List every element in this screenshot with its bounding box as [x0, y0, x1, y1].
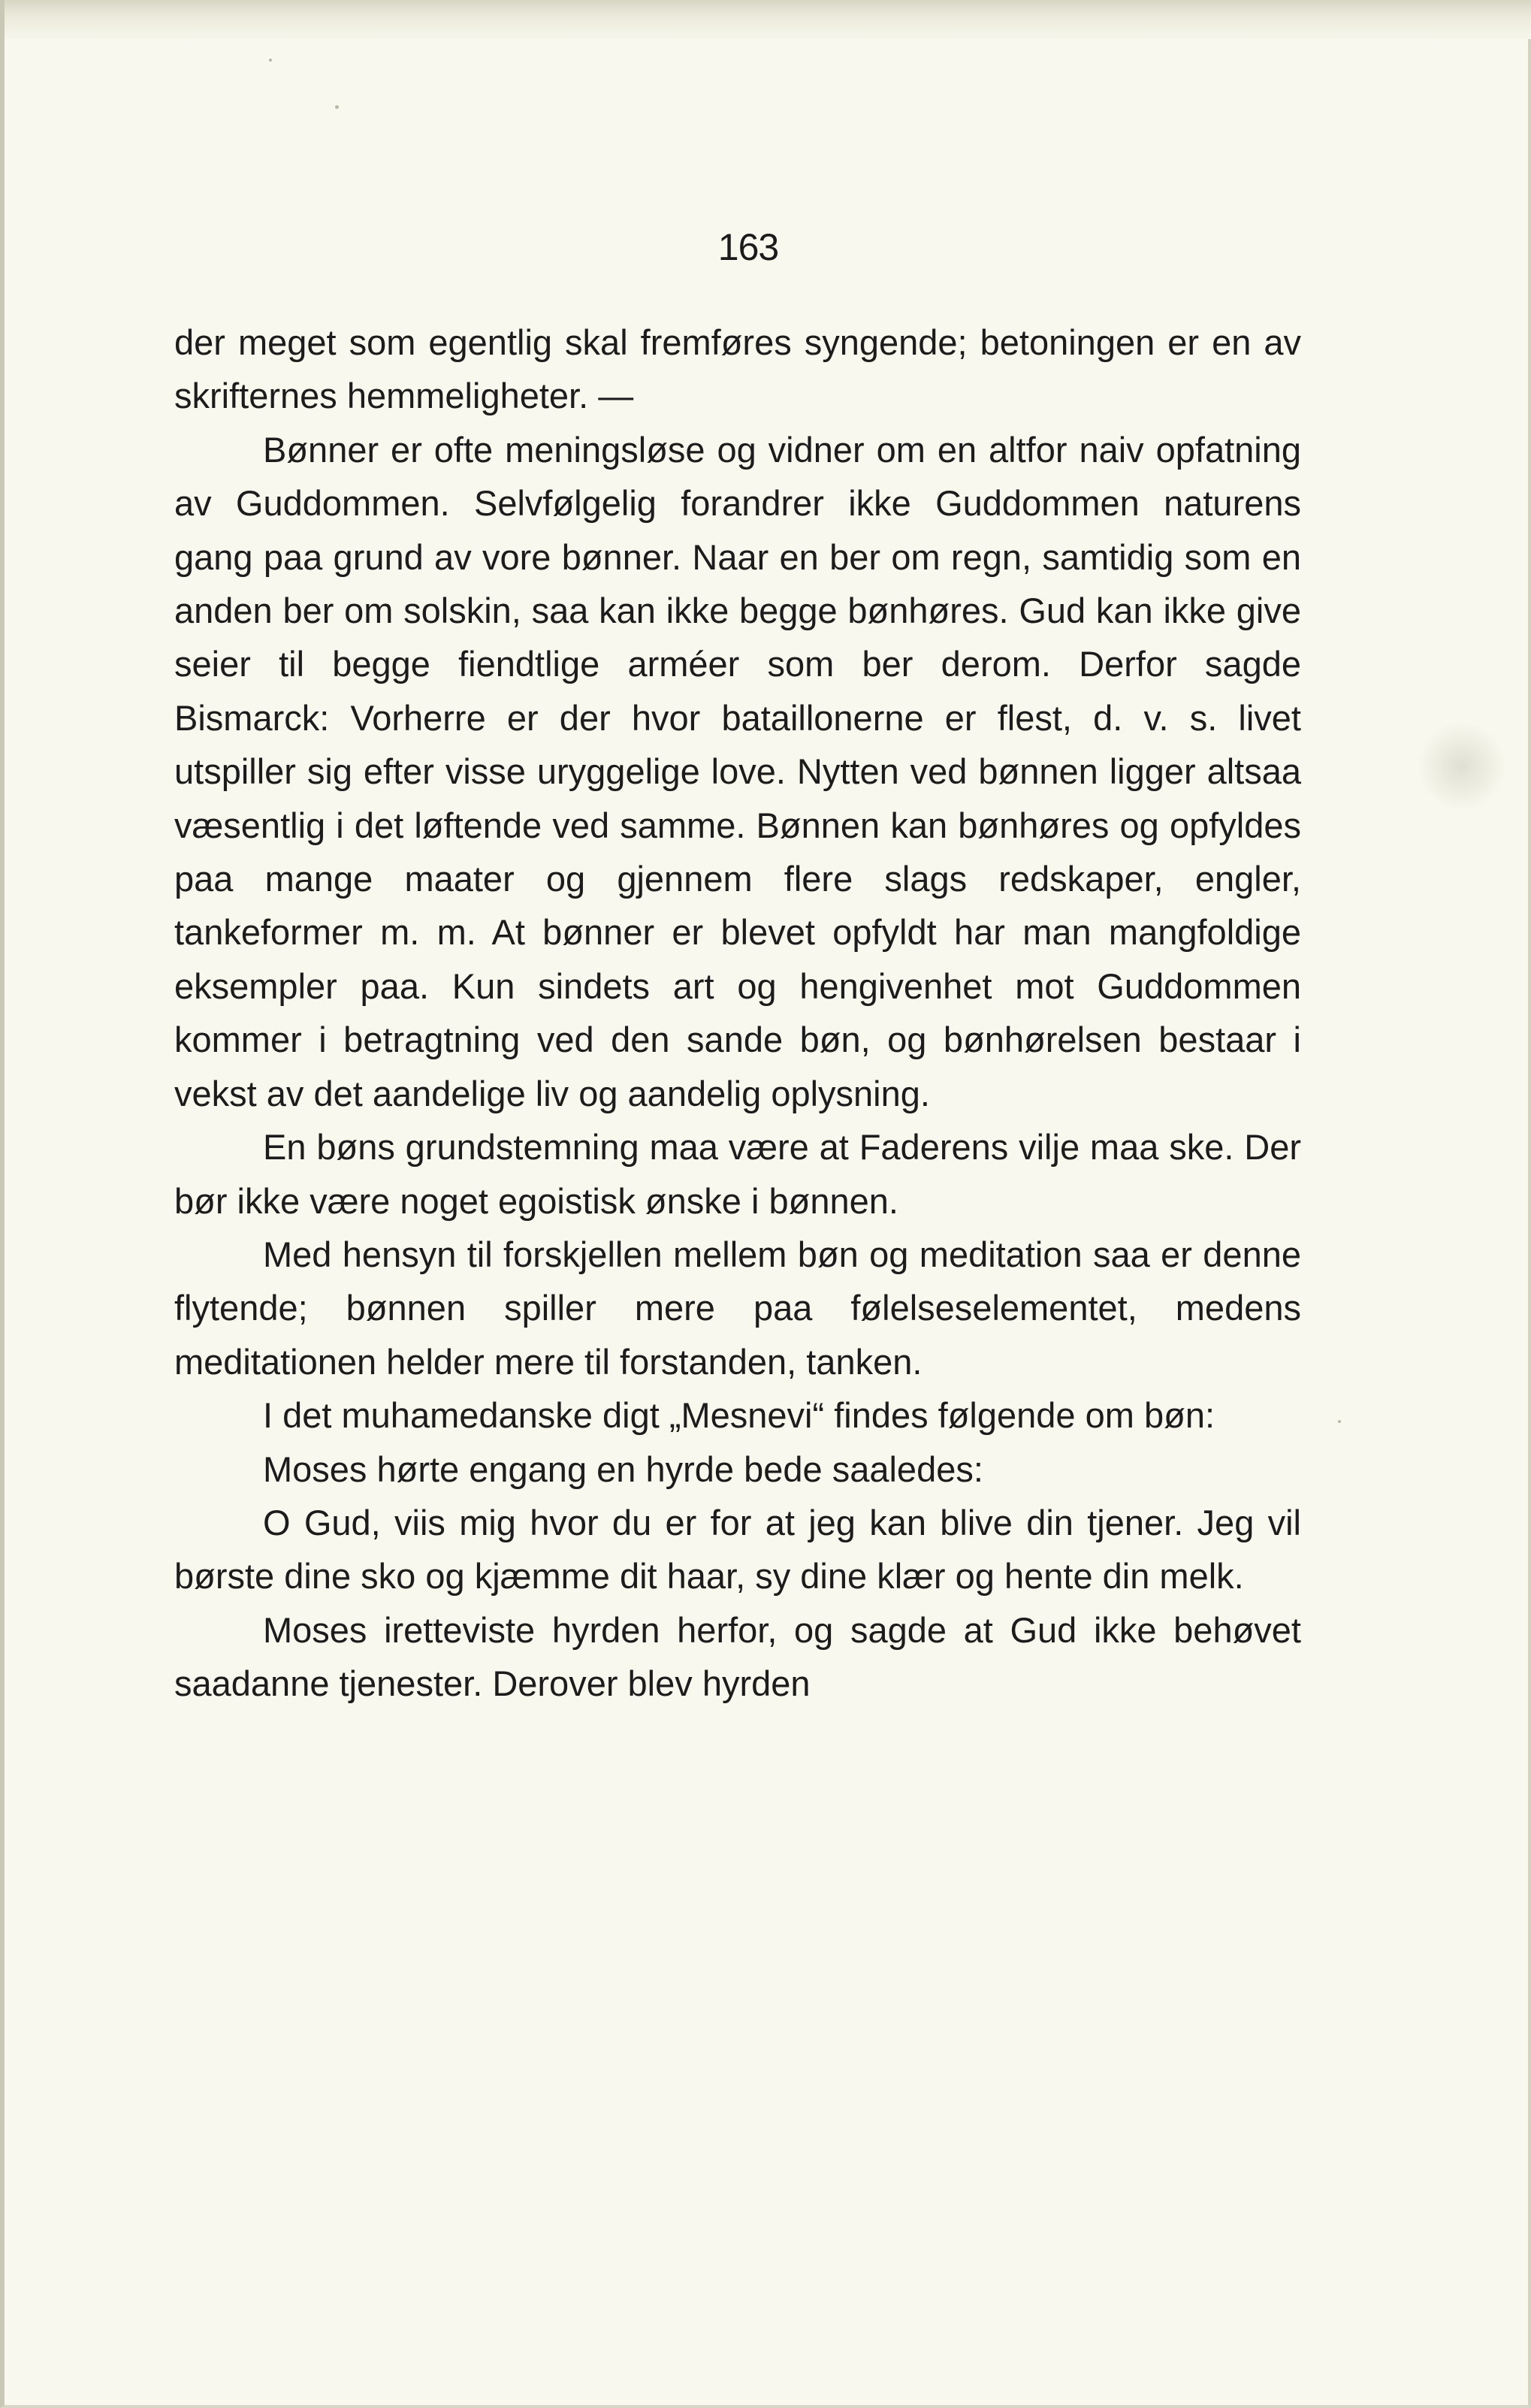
paper-speck: [1338, 1420, 1341, 1423]
paragraph-1: der meget som egentlig skal fremføres syngende; betoningen er en av skrifternes hemmeligheter. —: [174, 322, 1301, 416]
paper-smudge: [1417, 721, 1507, 811]
paragraph-6: Moses hørte engang en hyrde bede saaledes:: [263, 1449, 983, 1489]
paper-speck: [269, 59, 272, 62]
body-text: [174, 316, 1301, 1711]
paragraph-7: O Gud, viis mig hvor du er for at jeg kan blive din tjener. Jeg vil børste dine sko og kjæmme dit haar, sy dine klær og hente din melk.: [174, 1502, 1301, 1597]
paragraph-8: Moses iretteviste hyrden herfor, og sagde at Gud ikke behøvet saadanne tjenester. Derover blev hyrden: [174, 1609, 1301, 1704]
paragraph-3: En bøns grundstemning maa være at Faderens vilje maa ske. Der bør ikke være noget egoistisk ønske i bønnen.: [174, 1127, 1301, 1221]
page-number: 163: [717, 226, 779, 268]
paper-speck: [335, 105, 339, 109]
paragraph-5: I det muhamedanske digt „Mesnevi“ findes følgende om bøn:: [263, 1395, 1215, 1436]
page-top-edge: [5, 0, 1531, 39]
paragraph-4: Med hensyn til forskjellen mellem bøn og meditation saa er denne flytende; bønnen spiller mere paa følelseselementet, medens meditationen helder mere til forstanden, tanken.: [174, 1234, 1301, 1382]
paragraph-2: Bønner er ofte meningsløse og vidner om en altfor naiv opfatning av Guddommen. Selvfølgelig forandrer ikke Guddommen naturens gang paa grund av vore bønner. Naar en ber om regn, samtidig som en anden ber om solskin, saa kan ikke begge bønhøres. Gud kan ikke give seier til begge fiendtlige arméer som ber derom. Derfor sagde Bismarck: Vorherre er der hvor bataillonerne er flest, d. v. s. livet utspiller sig efter visse uryggelige love. Nytten ved bønnen ligger altsaa væsentlig i det løftende ved samme. Bønnen kan bønhøres og opfyldes paa mange maater og gjennem flere slags redskaper, engler, tankeformer m. m. At bønner er blevet opfyldt har man mangfoldige eksempler paa. Kun sindets art og hengivenhet mot Guddommen kommer i betragtning ved den sande bøn, og bønhørelsen bestaar i vekst av det aandelige liv og aandelig oplysning.: [174, 429, 1301, 1113]
